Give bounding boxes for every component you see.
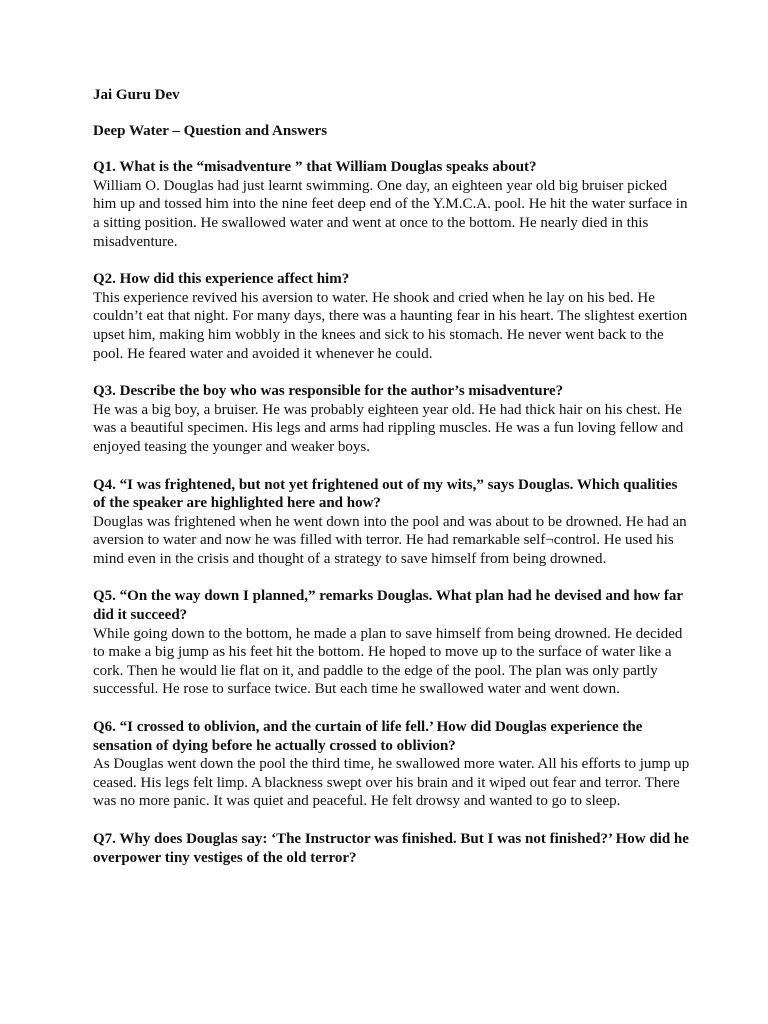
qa-block-3 [93,382,693,456]
header-line: Jai Guru Dev [93,87,180,103]
qa-block-2 [93,270,693,363]
question-4: Q4. “I was frightened, but not yet frightened out of my wits,” says Douglas. Which qualities of the speaker are highlighted here and how? [93,476,678,512]
spacer [93,457,693,476]
question-2: Q2. How did this experience affect him? [93,271,350,288]
question-1: Q1. What is the “misadventure ” that William Douglas speaks about? [93,159,537,176]
answer-1: William O. Douglas had just learnt swimming. One day, an eighteen year old big bruiser picked him up and tossed him into the nine feet deep end of the Y.M.C.A. pool. He hit the water surface in a sitting position. He swallowed water and went at once to the bottom. He nearly died in this misadventure. [93,177,688,250]
answer-3: He was a big boy, a bruiser. He was probably eighteen year old. He had thick hair on his chest. He was a beautiful specimen. His legs and arms had rippling muscles. He was a fun loving fellow and enjoyed teasing the younger and weaker boys. [93,401,684,455]
question-3: Q3. Describe the boy who was responsible for the author’s misadventure? [93,383,564,400]
spacer [93,251,693,270]
spacer [93,363,693,382]
spacer [93,568,693,587]
document-page [93,86,693,867]
answer-4: Douglas was frightened when he went down into the pool and was about to be drowned. He had an aversion to water and now he was filled with terror. He had remarkable self¬control. He used his mind even in the crisis and thought of a strategy to save himself from being drowned. [93,513,687,567]
question-5: Q5. “On the way down I planned,” remarks Douglas. What plan had he devised and how far did it succeed? [93,588,683,624]
qa-block-6 [93,718,693,811]
qa-block-4 [93,476,693,569]
question-7: Q7. Why does Douglas say: ‘The Instructor was finished. But I was not finished?’ How did he overpower tiny vestiges of the old terror? [93,831,689,866]
answer-5: While going down to the bottom, he made a plan to save himself from being drowned. He decided to make a big jump as his feet hit the bottom. He hoped to move up to the surface of water like a cork. Then he would lie flat on it, and paddle to the edge of the pool. The plan was only partly successful. He rose to surface twice. But each time he swallowed water and went down. [93,625,683,698]
question-6: Q6. “I crossed to oblivion, and the curtain of life fell.’ How did Douglas experience the sensation of dying before he actually crossed to oblivion? [93,719,643,754]
answer-6: As Douglas went down the pool the third time, he swallowed more water. All his efforts to jump up ceased. His legs felt limp. A blackness swept over his brain and it wiped out fear and terror. There was no more panic. It was quiet and peaceful. He felt drowsy and wanted to go to sleep. [93,756,690,810]
qa-block-5 [93,587,693,699]
document-title: Deep Water – Question and Answers [93,122,328,139]
spacer [93,699,693,718]
qa-block-1 [93,158,693,251]
qa-block-7 [93,830,693,867]
spacer [93,811,693,830]
answer-2: This experience revived his aversion to water. He shook and cried when he lay on his bed. He couldn’t eat that night. For many days, there was a haunting fear in his heart. The slightest exertion upset him, making him wobbly in the knees and sick to his stomach. He never went back to the pool. He feared water and avoided it whenever he could. [93,289,688,362]
